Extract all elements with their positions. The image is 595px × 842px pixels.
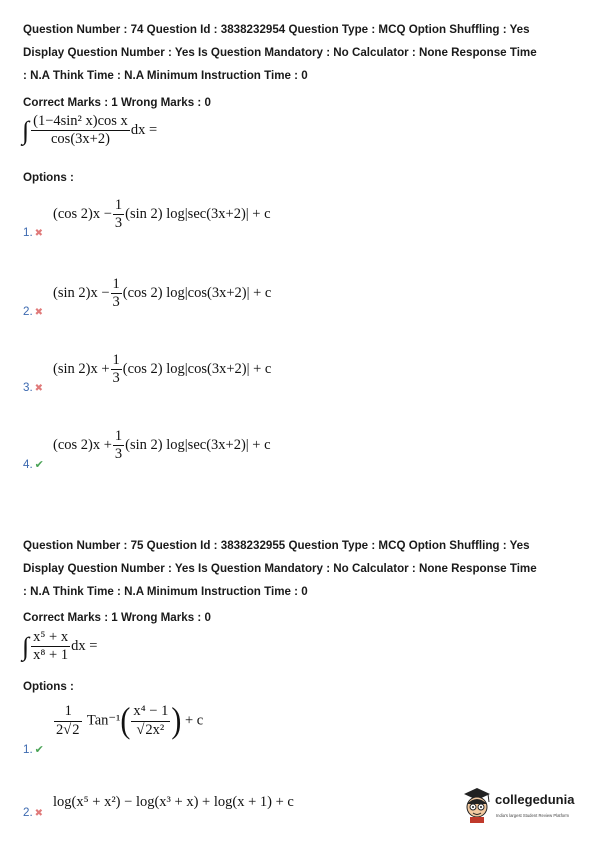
sqrt-radicand: 2 [72,721,80,738]
option-expression[interactable] [53,353,271,386]
expr-fraction [111,353,122,386]
sqrt-symbol: √2 [63,721,80,738]
expr-pre: (sin 2)x + [53,361,110,378]
collegedunia-logo [460,784,588,828]
func-name: Tan⁻¹ [86,712,121,729]
meta-line: : N.A Think Time : N.A Minimum Instruction Time : 0 [23,69,308,82]
options-label: Options : [23,171,74,184]
expr-fraction [113,198,124,231]
wrong-icon: ✖ [34,808,44,819]
option-expression[interactable]: log(x⁵ + x²) − log(x³ + x) + log(x + 1) + c [53,794,294,810]
option-number-text: 1. [23,226,33,239]
meta-line: Display Question Number : Yes Is Question Mandatory : No Calculator : None Response Time [23,562,537,575]
option-number-text: 4. [23,458,33,471]
options-label: Options : [23,680,74,693]
expr-pre: (cos 2)x + [53,437,112,454]
option-number-text: 2. [23,806,33,819]
expr-fraction [113,429,124,462]
option-number-text: 2. [23,305,33,318]
option-expression[interactable] [53,198,271,231]
stem-denominator: x⁸ + 1 [33,647,69,664]
option-number [23,226,43,239]
option-number [23,806,43,819]
sqrt-symbol: √2x² [136,721,165,738]
meta-line: Question Number : 74 Question Id : 3838232954 Question Type : MCQ Option Shuffling : Yes [23,23,530,36]
expr-post: (sin 2) log|sec(3x+2)| + c [125,206,271,223]
coef-fraction [54,704,82,737]
expr-pre: (cos 2)x − [53,206,112,223]
stem-tail: dx = [71,638,98,655]
stem-numerator: (1−4sin² x)cos x [31,114,130,131]
expr-pre: (sin 2)x − [53,285,110,302]
inner-den [131,722,170,738]
expr-post: (cos 2) log|cos(3x+2)| + c [122,285,272,302]
right-paren: ) [171,700,182,741]
expr-post: (sin 2) log|sec(3x+2)| + c [125,437,271,454]
coef-den-a: 2 [56,721,64,738]
meta-line: Question Number : 75 Question Id : 3838232955 Question Type : MCQ Option Shuffling : Yes [23,539,530,552]
option-number [23,743,44,756]
brand-tagline: India's largest Student Review Platform [496,813,569,818]
integral-sign: ∫ [22,115,30,145]
option-number [23,381,43,394]
frac-num: 1 [113,198,124,215]
coef-num: 1 [54,704,82,721]
frac-num: 1 [111,277,122,294]
option-expression[interactable] [53,429,271,462]
stem-tail: dx = [130,122,158,139]
question-stem [22,114,157,147]
option-number [23,305,43,318]
marks-info: Correct Marks : 1 Wrong Marks : 0 [23,96,211,109]
option-number [23,458,44,471]
question-meta [23,534,578,603]
marks-info: Correct Marks : 1 Wrong Marks : 0 [23,611,211,624]
wrong-icon: ✖ [34,228,44,239]
meta-line: Display Question Number : Yes Is Question Mandatory : No Calculator : None Response Time [23,46,537,59]
expr-post: (cos 2) log|cos(3x+2)| + c [122,361,272,378]
check-icon: ✔ [34,744,44,756]
frac-den: 3 [112,370,120,387]
option-number-text: 1. [23,743,33,756]
left-paren: ( [120,700,131,741]
stem-fraction [31,114,130,147]
option-expression[interactable] [53,277,271,310]
meta-line: : N.A Think Time : N.A Minimum Instruction Time : 0 [23,585,308,598]
integral-sign: ∫ [22,631,30,661]
frac-num: 1 [111,353,122,370]
stem-denominator: cos(3x+2) [51,131,110,148]
expr-fraction [111,277,122,310]
frac-num: 1 [113,429,124,446]
stem-numerator: x⁵ + x [31,630,70,647]
inner-num: x⁴ − 1 [131,704,170,721]
stem-fraction [31,630,70,663]
option-number-text: 3. [23,381,33,394]
option-expression[interactable] [53,700,204,741]
question-stem [22,630,97,663]
sqrt-radicand: 2x² [145,721,165,738]
frac-den: 3 [114,446,123,463]
frac-den: 3 [114,215,123,232]
question-meta [23,18,578,87]
coef-den [54,722,82,738]
wrong-icon: ✖ [34,307,44,318]
inner-fraction [131,704,170,737]
frac-den: 3 [112,294,120,311]
expr-post: + c [184,712,204,729]
brand-name: collegedunia [495,792,575,807]
wrong-icon: ✖ [34,383,44,394]
mascot-icon [460,784,494,824]
check-icon: ✔ [34,459,44,471]
